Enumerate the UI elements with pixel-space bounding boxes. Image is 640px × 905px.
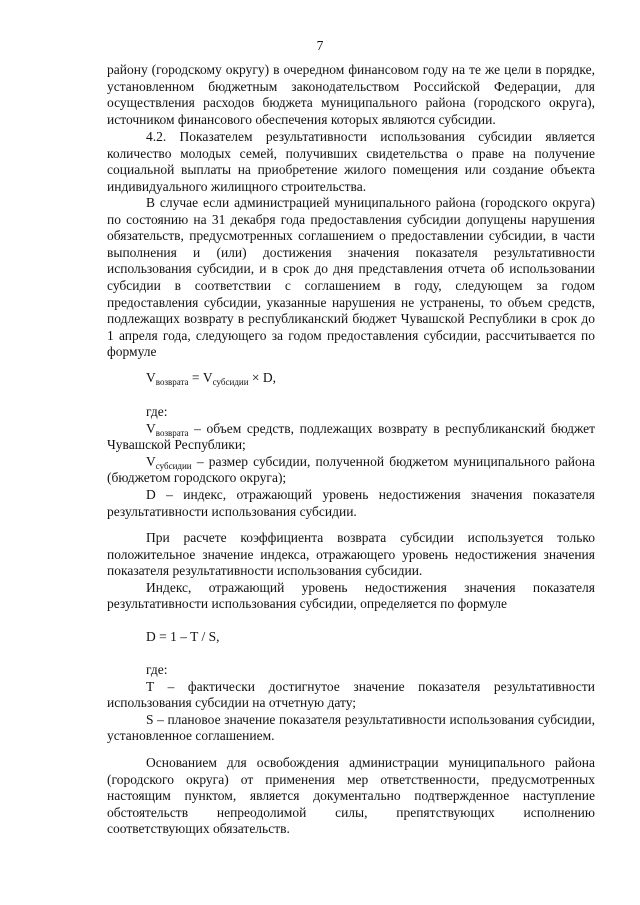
paragraph-text: Индекс, отражающий уровень недостижения значения показателя результативности использования субсидии, определяется по формуле	[107, 579, 595, 612]
paragraph-text: 4.2. Показателем результативности использования субсидии является количество молодых семей, получивших свидетельства о праве на получение социальной выплаты на приобретение жилого помещения или создание объекта индивидуального жилищного строительства.	[107, 129, 595, 194]
definition-v-subsidy: $V_{субсидии}$ – размер субсидии, полученной бюджетом муниципального района (бюджетом городского округа);	[107, 453, 595, 486]
paragraph-indicator	[107, 129, 595, 195]
where-label: где:	[146, 662, 168, 677]
paragraph-positive-index	[107, 530, 595, 613]
definition-d: D – индекс, отражающий уровень недостижения значения показателя результативности использования субсидии.	[107, 486, 595, 519]
definition-v-return: $V_{возврата}$ – объем средств, подлежащих возврату в республиканский бюджет Чувашской Республики;	[107, 420, 595, 453]
paragraph-text: В случае если администрацией муниципального района (городского округа) по состоянию на 31 декабря года предоставления субсидии допущены нарушения обязательств, предусмотренных соглашением о предоставлении субсидии, в части выполнения и (или) достижения значения показателя результативности использования субсидии, и в срок до дня представления отчета об использовании субсидии в соответствии с соглашением в году, следующем за годом предоставления субсидии, указанные нарушения не устранены, то объем средств, подлежащих возврату в республиканский бюджет Чувашской Республики в срок до 1 апреля года, следующего за годом предоставления субсидии, рассчитывается по формуле	[107, 195, 595, 360]
paragraph-text: району (городскому округу) в очередном финансовом году на те же цели в порядке, установленном бюджетным законодательством Российской Федерации, для осуществления расходов бюджета муниципального района (городского округа), источником финансового обеспечения которых являются субсидии.	[107, 62, 595, 127]
definition-t: T – фактически достигнутое значение показателя результативности использования субсидии на отчетную дату;	[107, 678, 595, 711]
formula-index: D = 1 – T / S,	[146, 629, 220, 644]
paragraph-force-majeure	[107, 755, 595, 838]
paragraph-text: Основанием для освобождения администрации муниципального района (городского округа) от применения мер ответственности, предусмотренных настоящим пунктом, является документально подтвержденное наступление обстоятельств непреодолимой силы, препятствующих исполнению соответствующих обязательств.	[107, 755, 595, 837]
definitions-formula-1	[107, 404, 595, 520]
definition-s: S – плановое значение показателя результативности использования субсидии, установленное соглашением.	[107, 711, 595, 744]
paragraph-violation-case	[107, 195, 595, 361]
definitions-formula-2	[107, 662, 595, 745]
paragraph-continuation	[107, 62, 595, 128]
where-label: где:	[146, 404, 168, 419]
paragraph-text: При расчете коэффициента возврата субсидии используется только положительное значение индекса, отражающего уровень недостижения значения показателя результативности использования субсидии.	[107, 530, 595, 579]
formula-return-volume: $V_{возврата} = V_{субсидии} \times D$,	[146, 370, 277, 387]
page-number: 7	[316, 38, 324, 53]
